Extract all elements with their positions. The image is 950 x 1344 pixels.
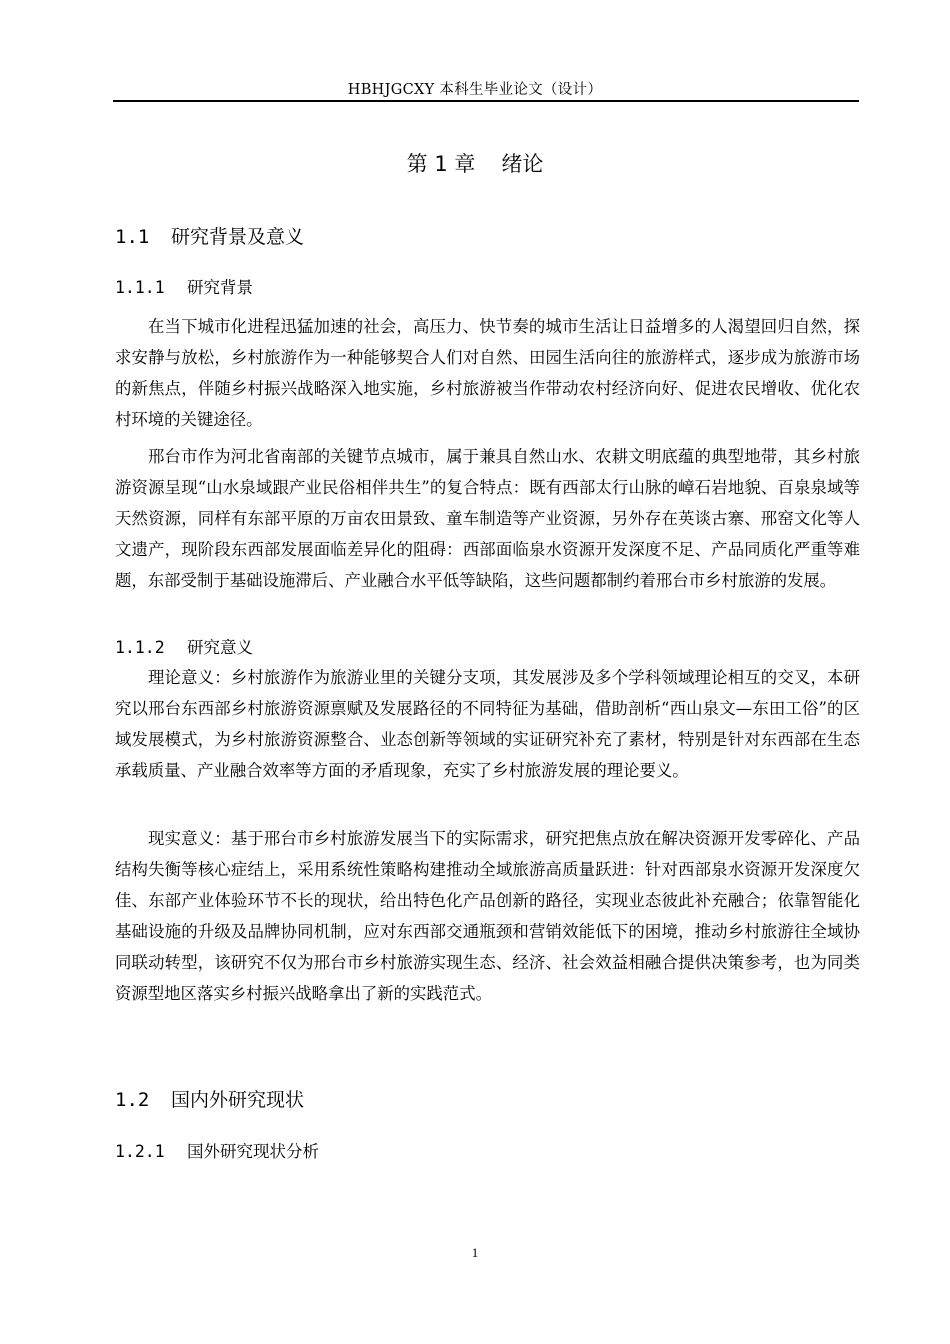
chapter-number: 第 1 章 <box>406 152 476 176</box>
subsection-number: 1.1.2 <box>115 638 165 657</box>
page-number: 1 <box>471 1245 479 1260</box>
section-heading-1-1 <box>115 222 304 249</box>
subsection-heading-1-1-1 <box>115 274 253 298</box>
chapter-title <box>0 148 950 178</box>
subsection-number: 1.1.1 <box>115 278 165 297</box>
subsection-title: 研究背景 <box>187 278 253 297</box>
subsection-heading-1-1-2 <box>115 634 253 658</box>
section-title: 国内外研究现状 <box>171 1089 305 1111</box>
paragraph-background-2: 邢台市作为河北省南部的关键节点城市，属于兼具自然山水、农耕文明底蕴的典型地带，其乡村旅游资源呈现“山水泉域跟产业民俗相伴共生”的复合特点：既有西部太行山脉的嶂石岩地貌、百泉泉域等天然资源，同样有东部平原的万亩农田景致、童车制造等产业资源，另外存在英谈古寨、邢窑文化等人文遗产，现阶段东西部发展面临差异化的阻碍：西部面临泉水资源开发深度不足、产品同质化严重等难题，东部受制于基础设施滞后、产业融合水平低等缺陷，这些问题都制约着邢台市乡村旅游的发展。 <box>115 447 860 590</box>
header-rule <box>113 100 859 102</box>
section-number: 1.1 <box>115 226 150 248</box>
section-heading-1-2 <box>115 1085 304 1112</box>
paragraph-significance-1: 理论意义：乡村旅游作为旅游业里的关键分支项，其发展涉及多个学科领域理论相互的交叉，本研究以邢台东西部乡村旅游资源禀赋及发展路径的不同特征为基础，借助剖析“西山泉文—东田工俗”的区域发展模式，为乡村旅游资源整合、业态创新等领域的实证研究补充了素材，特别是针对东西部在生态承载质量、产业融合效率等方面的矛盾现象，充实了乡村旅游发展的理论要义。 <box>115 668 860 780</box>
chapter-name: 绪论 <box>501 152 544 176</box>
subsection-number: 1.2.1 <box>115 1142 165 1161</box>
paragraph-significance-2: 现实意义：基于邢台市乡村旅游发展当下的实际需求，研究把焦点放在解决资源开发零碎化、产品结构失衡等核心症结上，采用系统性策略构建推动全域旅游高质量跃进：针对西部泉水资源开发深度欠佳、东部产业体验环节不长的现状，给出特色化产品创新的路径，实现业态彼此补充融合；依靠智能化基础设施的升级及品牌协同机制，应对东西部交通瓶颈和营销效能低下的困境，推动乡村旅游往全域协同联动转型，该研究不仅为邢台市乡村旅游实现生态、经济、社会效益相融合提供决策参考，也为同类资源型地区落实乡村振兴战略拿出了新的实践范式。 <box>115 829 860 1003</box>
running-header: HBHJGCXY 本科生毕业论文（设计） <box>347 82 603 98</box>
subsection-title: 研究意义 <box>187 638 253 657</box>
section-title: 研究背景及意义 <box>171 226 305 248</box>
paragraph-background-1: 在当下城市化进程迅猛加速的社会，高压力、快节奏的城市生活让日益增多的人渴望回归自然，探求安静与放松，乡村旅游作为一种能够契合人们对自然、田园生活向往的旅游样式，逐步成为旅游市场的新焦点，伴随乡村振兴战略深入地实施，乡村旅游被当作带动农村经济向好、促进农民增收、优化农村环境的关键途径。 <box>115 317 860 429</box>
subsection-heading-1-2-1 <box>115 1138 319 1162</box>
section-number: 1.2 <box>115 1089 150 1111</box>
subsection-title: 国外研究现状分析 <box>187 1142 319 1161</box>
